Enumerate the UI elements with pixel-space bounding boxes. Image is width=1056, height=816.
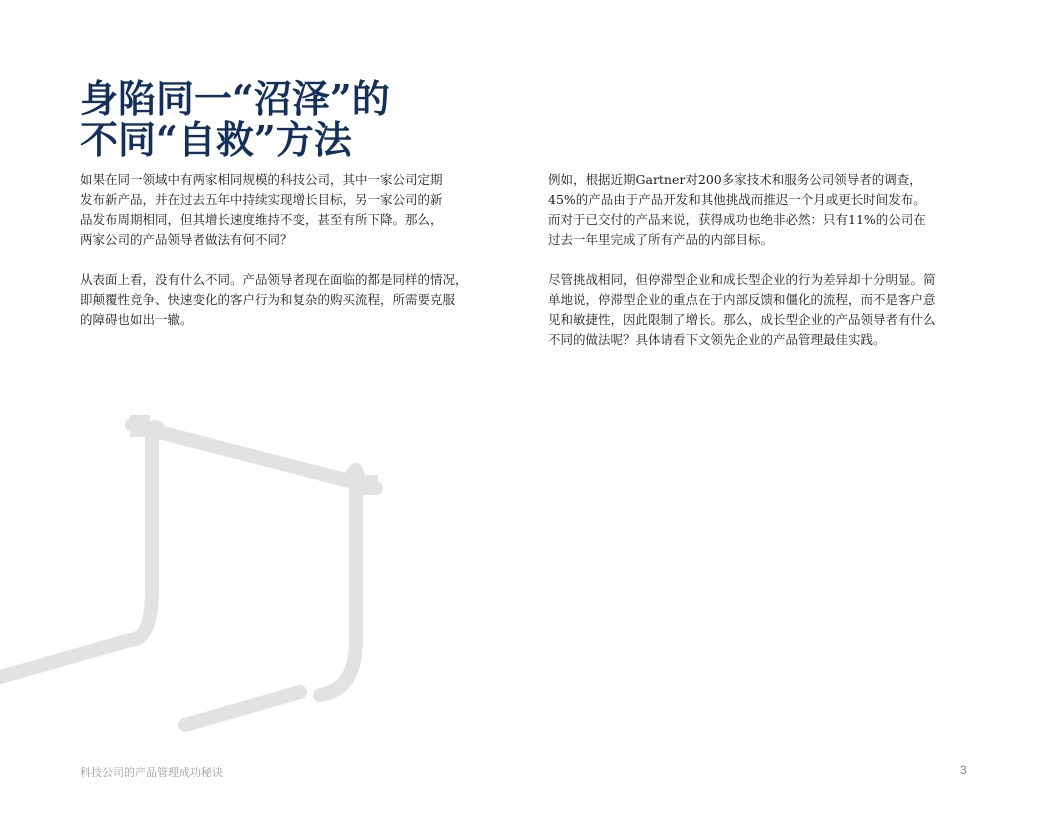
text-line: 两家公司的产品领导者做法有何不同？	[80, 232, 293, 247]
paragraph	[548, 170, 966, 250]
text-line: 发布新产品，并在过去五年中持续实现增长目标，另一家公司的新	[80, 192, 443, 207]
text-line: 45%的产品由于产品开发和其他挑战而推迟一个月或更长时间发布。	[548, 192, 926, 207]
title-line-2: 不同“自救”方法	[80, 117, 352, 162]
text-line: 尽管挑战相同，但停滞型企业和成长型企业的行为差异却十分明显。简	[548, 272, 936, 287]
title-line-1: 身陷同一“沼泽”的	[80, 76, 390, 121]
text-line: 不同的做法呢？具体请看下文领先企业的产品管理最佳实践。	[548, 332, 886, 347]
text-line: 品发布周期相同，但其增长速度维持不变，甚至有所下降。那么，	[80, 212, 443, 227]
paragraph	[80, 170, 490, 250]
text-line: 见和敏捷性，因此限制了增长。那么，成长型企业的产品领导者有什么	[548, 312, 936, 327]
footer-title: 科技公司的产品管理成功秘诀	[80, 766, 223, 779]
right-column	[548, 170, 966, 370]
text-line: 例如，根据近期Gartner对200多家技术和服务公司领导者的调查，	[548, 172, 922, 187]
paragraph	[80, 270, 490, 330]
page-number: 3	[960, 763, 967, 777]
text-line: 的障碍也如出一辙。	[80, 312, 193, 327]
text-line: 如果在同一领域中有两家相同规模的科技公司，其中一家公司定期	[80, 172, 443, 187]
text-line: 从表面上看，没有什么不同。产品领导者现在面临的都是同样的情况，	[80, 272, 468, 287]
text-line: 而对于已交付的产品来说，获得成功也绝非必然：只有11%的公司在	[548, 212, 926, 227]
text-line: 即颠覆性竞争、快速变化的客户行为和复杂的购买流程，所需要克服	[80, 292, 456, 307]
left-column	[80, 170, 490, 350]
text-line: 单地说，停滞型企业的重点在于内部反馈和僵化的流程，而不是客户意	[548, 292, 936, 307]
page-title	[80, 78, 390, 160]
hurdle-illustration	[0, 400, 400, 750]
text-line: 过去一年里完成了所有产品的内部目标。	[548, 232, 774, 247]
paragraph	[548, 270, 966, 350]
